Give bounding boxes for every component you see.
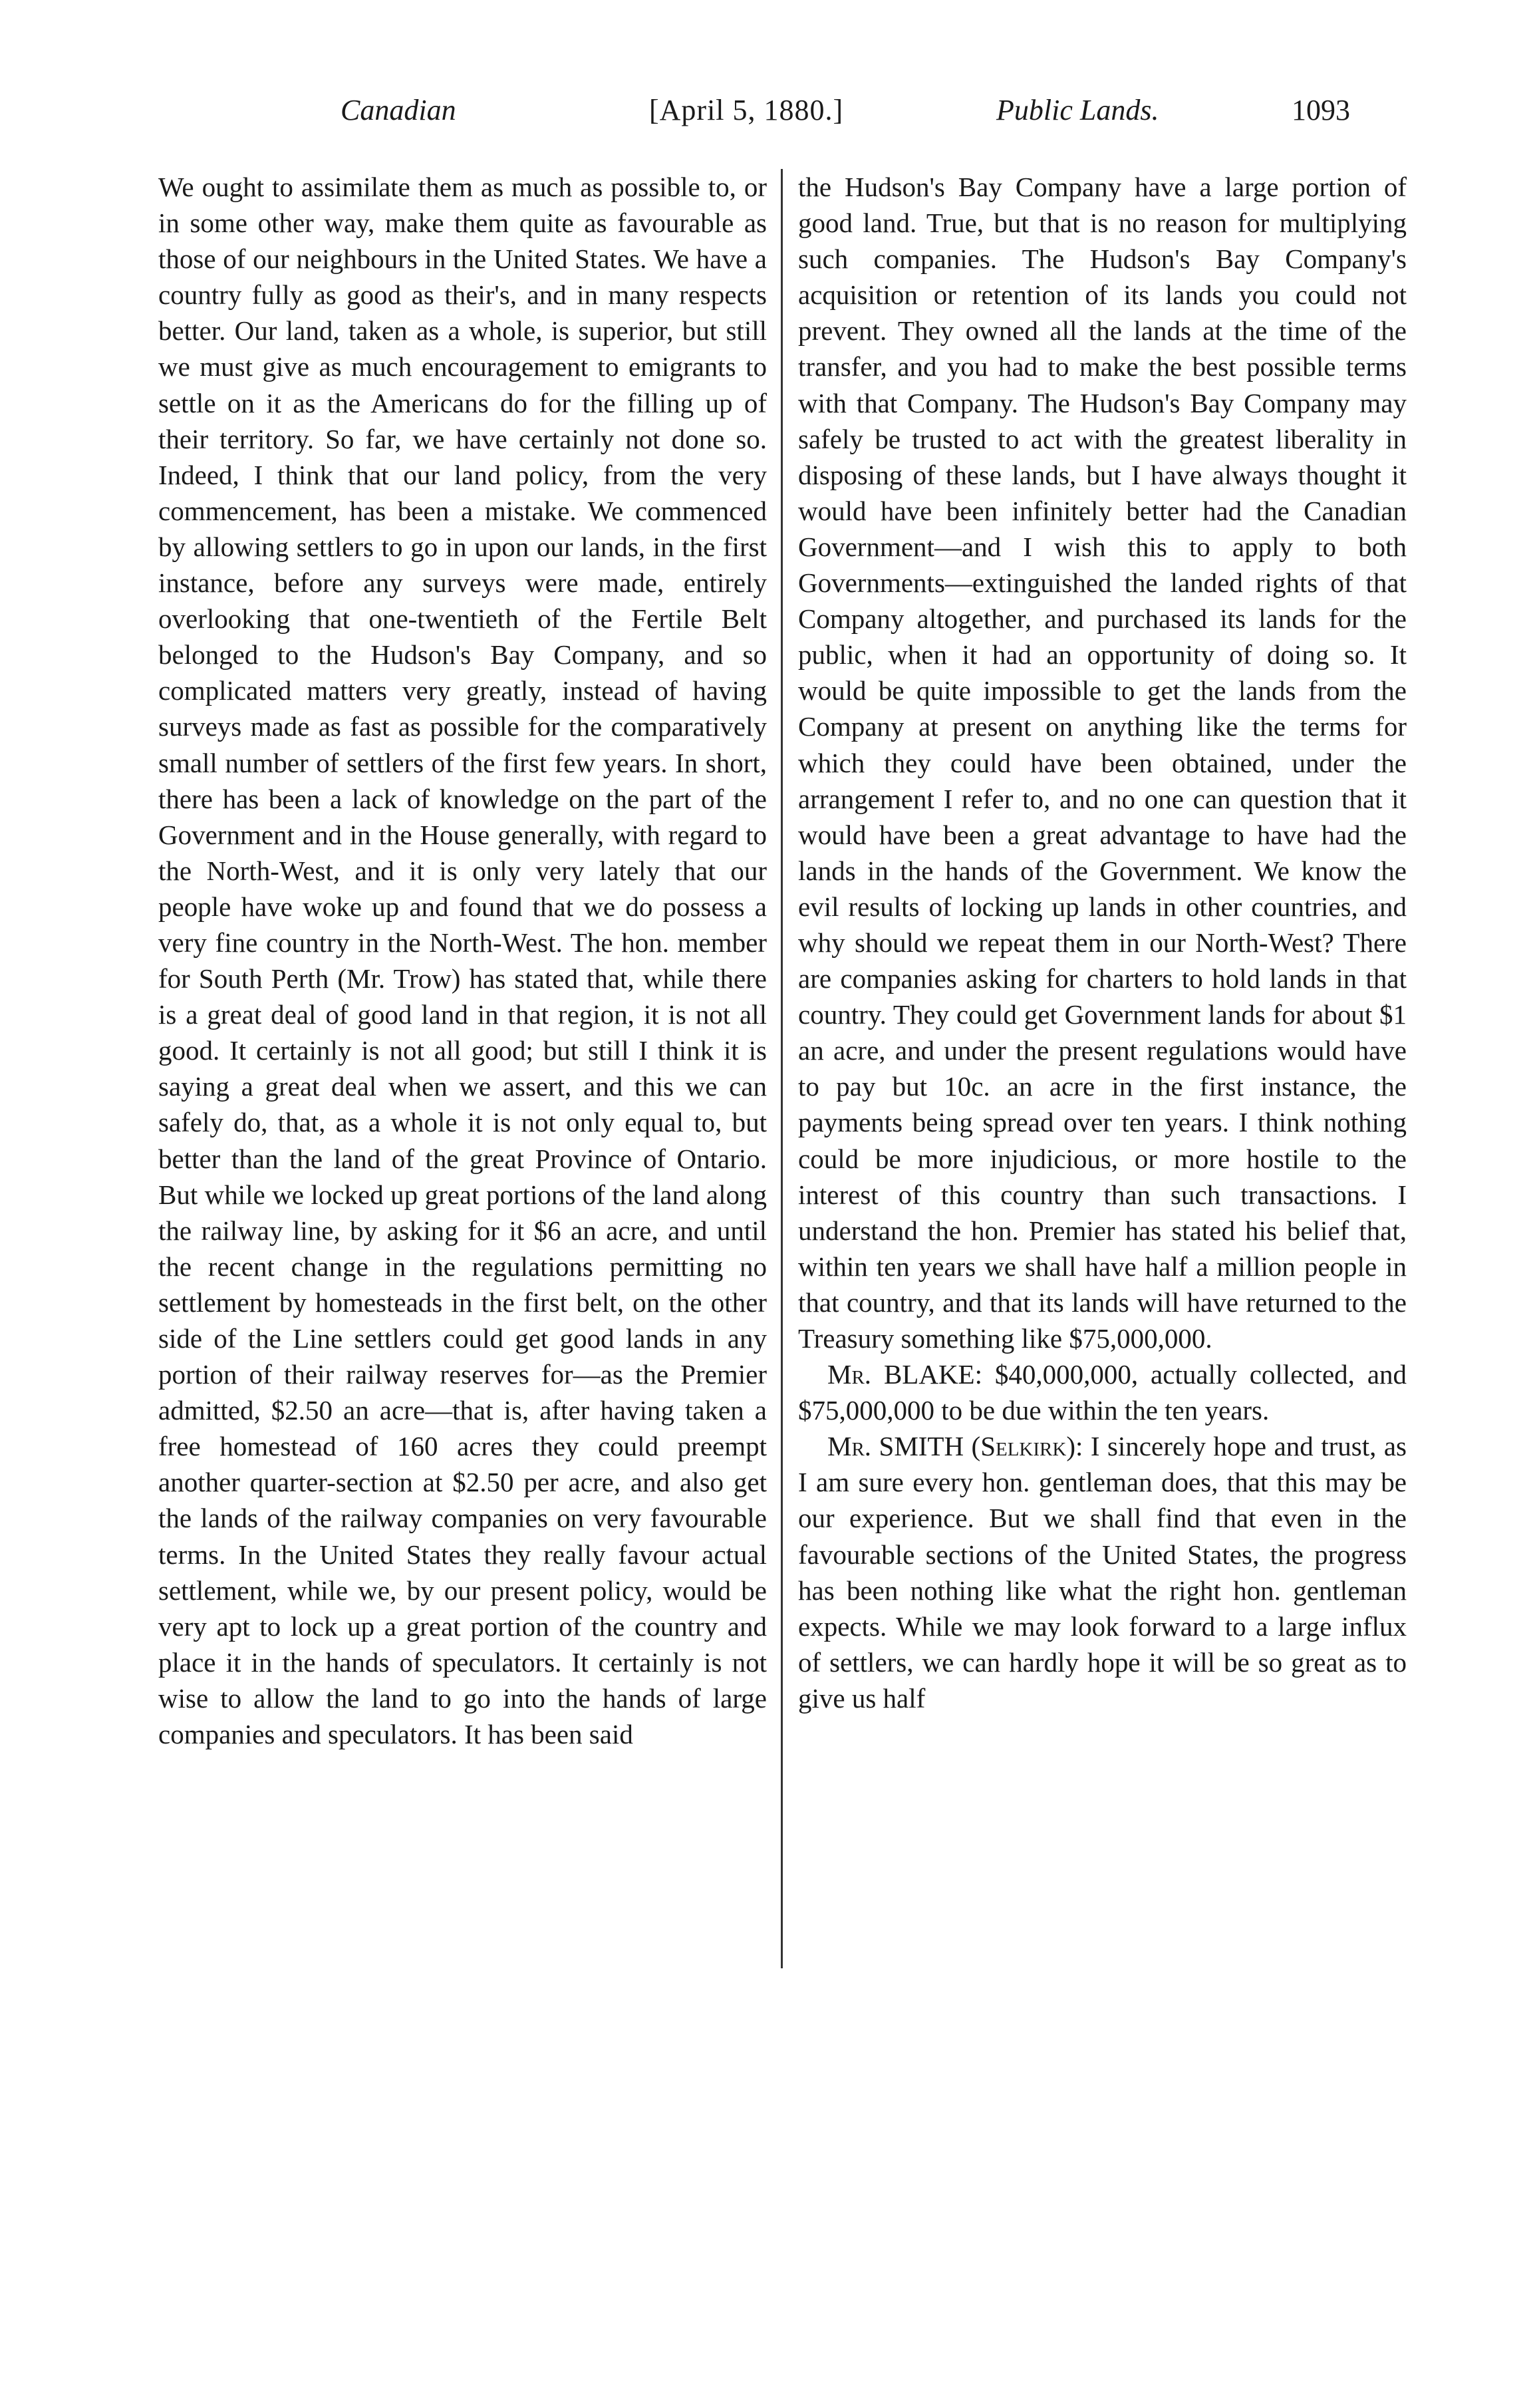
blake-speaker: Mr. BLAKE: xyxy=(827,1359,982,1390)
header-date: [April 5, 1880.] xyxy=(649,94,844,126)
page-number: 1093 xyxy=(1292,94,1350,126)
header-right-title: Public Lands. xyxy=(996,94,1159,126)
right-paragraph-1: the Hudson's Bay Company have a large portion of good land. True, but that is no reason for multiplying such companies. The Hudson's Bay Company's acquisition or retention of its lands you could not prevent. They owned all the lands at the time of the transfer, and you had to make the best possible terms with that Company. The Hudson's Bay Company may safely be trusted to act with the greatest liberality in disposing of these lands, but I have always thought it would have been infinitely better had the Canadian Government—and I wish this to apply to both Governments—extinguished the landed rights of that Company altogether, and purchased its lands for the public, when it had an opportunity of doing so. It would be quite impossible to get the lands from the Company at present on anything like the terms for which they could have been obtained, under the arrangement I refer to, and no one can question that it would have been a great advantage to have had the lands in the hands of the Government. We know the evil results of locking up lands in other countries, and why should we repeat them in our North-West? There are companies asking for charters to hold lands in that country. They could get Government lands for about $1 an acre, and under the present regulations would have to pay but 10c. an acre in the first instance, the payments being spread over ten years. I think nothing could be more injudicious, or more hostile to the interest of this country than such transactions. I understand the hon. Premier has stated his belief that, within ten years we shall have half a million people in that country, and that its lands will have returned to the Treasury something like $75,000,000. xyxy=(798,172,1407,1354)
blake-text: $40,000,000, actually collected, and $75,000,000 to be due within the ten years. xyxy=(798,1359,1407,1426)
column-divider xyxy=(781,169,783,1968)
smith-paragraph xyxy=(798,1428,1407,1716)
page-header xyxy=(157,93,1414,136)
blake-paragraph xyxy=(798,1356,1407,1428)
header-left-title: Canadian xyxy=(341,94,456,126)
right-column xyxy=(798,169,1407,1716)
smith-speaker: Mr. SMITH (Selkirk): xyxy=(827,1431,1083,1462)
smith-text: I sincerely hope and trust, as I am sure every hon. gentleman does, that this may be our experience. But we shall find that even in the favourable sections of the United States, the progress has been nothing like what the right hon. gentleman expects. While we may look forward to a large influx of settlers, we can hardly hope it will be so great as to give us half xyxy=(798,1431,1407,1714)
left-paragraph-1: We ought to assimilate them as much as possible to, or in some other way, make them quite as favourable as those of our neighbours in the United States. We have a country fully as good as their's, and in many respects better. Our land, taken as a whole, is superior, but still we must give as much encouragement to emigrants to settle on it as the Americans do for the filling up of their territory. So far, we have certainly not done so. Indeed, I think that our land policy, from the very commencement, has been a mistake. We commenced by allowing settlers to go in upon our lands, in the first instance, before any surveys were made, entirely overlooking that one-twentieth of the Fertile Belt belonged to the Hudson's Bay Company, and so complicated matters very greatly, instead of having surveys made as fast as possible for the comparatively small number of settlers of the first few years. In short, there has been a lack of knowledge on the part of the Government and in the House generally, with regard to the North-West, and it is only very lately that our people have woke up and found that we do possess a very fine country in the North-West. The hon. member for South Perth (Mr. Trow) has stated that, while there is a great deal of good land in that region, it is not all good. It certainly is not all good; but still I think it is saying a great deal when we assert, and this we can safely do, that, as a whole it is not only equal to, but better than the land of the great Province of Ontario. But while we locked up great portions of the land along the railway line, by asking for it $6 an acre, and until the recent change in the regulations permitting no settlement by homesteads in the first belt, on the other side of the Line settlers could get good lands in any portion of their railway reserves for—as the Premier admitted, $2.50 an acre—that is, after having taken a free homestead of 160 acres they could preempt another quarter-section at $2.50 per acre, and also get the lands of the railway companies on very favourable terms. In the United States they really favour actual settlement, while we, by our present policy, would be very apt to lock up a great portion of the country and place it in the hands of speculators. It certainly is not wise to allow the land to go into the hands of large companies and speculators. It has been said xyxy=(158,172,767,1750)
left-column xyxy=(158,169,767,1752)
